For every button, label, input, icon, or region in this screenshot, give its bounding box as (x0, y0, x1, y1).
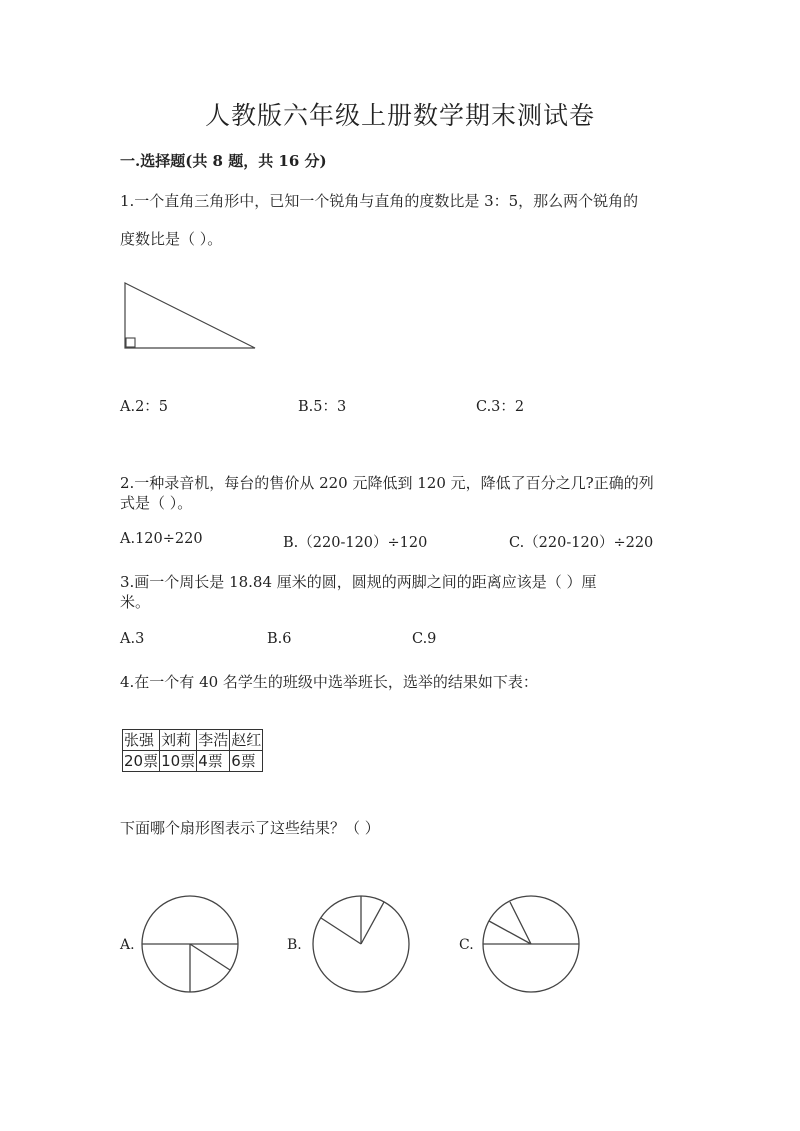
table-cell-votes: 4票 (197, 751, 230, 772)
question-4-text: 4.在一个有 40 名学生的班级中选举班长，选举的结果如下表： (120, 673, 538, 691)
question-2-option-c[interactable]: C.（220-120）÷220 (509, 535, 654, 551)
pie-chart-c[interactable] (483, 896, 579, 992)
question-3-text-line2: 米。 (120, 593, 151, 611)
section-heading: 一.选择题(共 8 题，共 16 分) (120, 152, 327, 170)
question-2-text-line2: 式是（ ）。 (120, 494, 193, 512)
pie-chart-c-label[interactable]: C. (459, 937, 474, 953)
question-4-prompt: 下面哪个扇形图表示了这些结果？（ ） (120, 819, 380, 837)
pie-chart-a-radius-slant (190, 944, 230, 970)
right-triangle-figure (125, 283, 255, 348)
page-title: 人教版六年级上册数学期末测试卷 (204, 101, 595, 130)
table-cell-name: 赵红 (231, 731, 262, 749)
table-cell-votes: 20票 (124, 752, 159, 770)
question-3-option-b[interactable]: B.6 (267, 631, 292, 647)
right-angle-mark (126, 338, 135, 347)
question-3-option-c[interactable]: C.9 (412, 631, 437, 647)
table-cell-name: 刘莉 (160, 730, 197, 751)
pie-chart-b-radius-right (361, 902, 384, 944)
triangle-outline (125, 283, 255, 348)
question-1-option-b[interactable]: B.5：3 (298, 399, 347, 415)
question-3-text-line1: 3.画一个周长是 18.84 厘米的圆，圆规的两脚之间的距离应该是（ ）厘 (120, 573, 597, 591)
table-cell-name: 张强 (123, 730, 160, 751)
pie-chart-b[interactable] (313, 896, 409, 992)
question-2-option-a[interactable]: A.120÷220 (120, 531, 203, 547)
pie-chart-a-label[interactable]: A. (120, 937, 135, 953)
pie-chart-b-radius-left (321, 918, 361, 944)
question-1-option-c[interactable]: C.3：2 (476, 399, 525, 415)
table-cell-votes: 10票 (161, 752, 196, 770)
question-2-text-line1: 2.一种录音机，每台的售价从 220 元降低到 120 元，降低了百分之几?正确的列 (120, 474, 654, 492)
question-2-option-b[interactable]: B.（220-120）÷120 (283, 535, 428, 551)
question-1-option-a[interactable]: A.2：5 (120, 399, 169, 415)
pie-chart-b-label[interactable]: B. (287, 937, 302, 953)
pie-chart-a[interactable] (142, 896, 238, 992)
question-3-option-a[interactable]: A.3 (120, 631, 145, 647)
question-1-text-line1: 1.一个直角三角形中，已知一个锐角与直角的度数比是 3：5，那么两个锐角的 (120, 192, 639, 210)
question-1-text-line2: 度数比是（ ）。 (120, 230, 223, 248)
table-cell-votes: 6票 (230, 751, 263, 772)
table-cell-name: 李浩 (198, 731, 229, 749)
